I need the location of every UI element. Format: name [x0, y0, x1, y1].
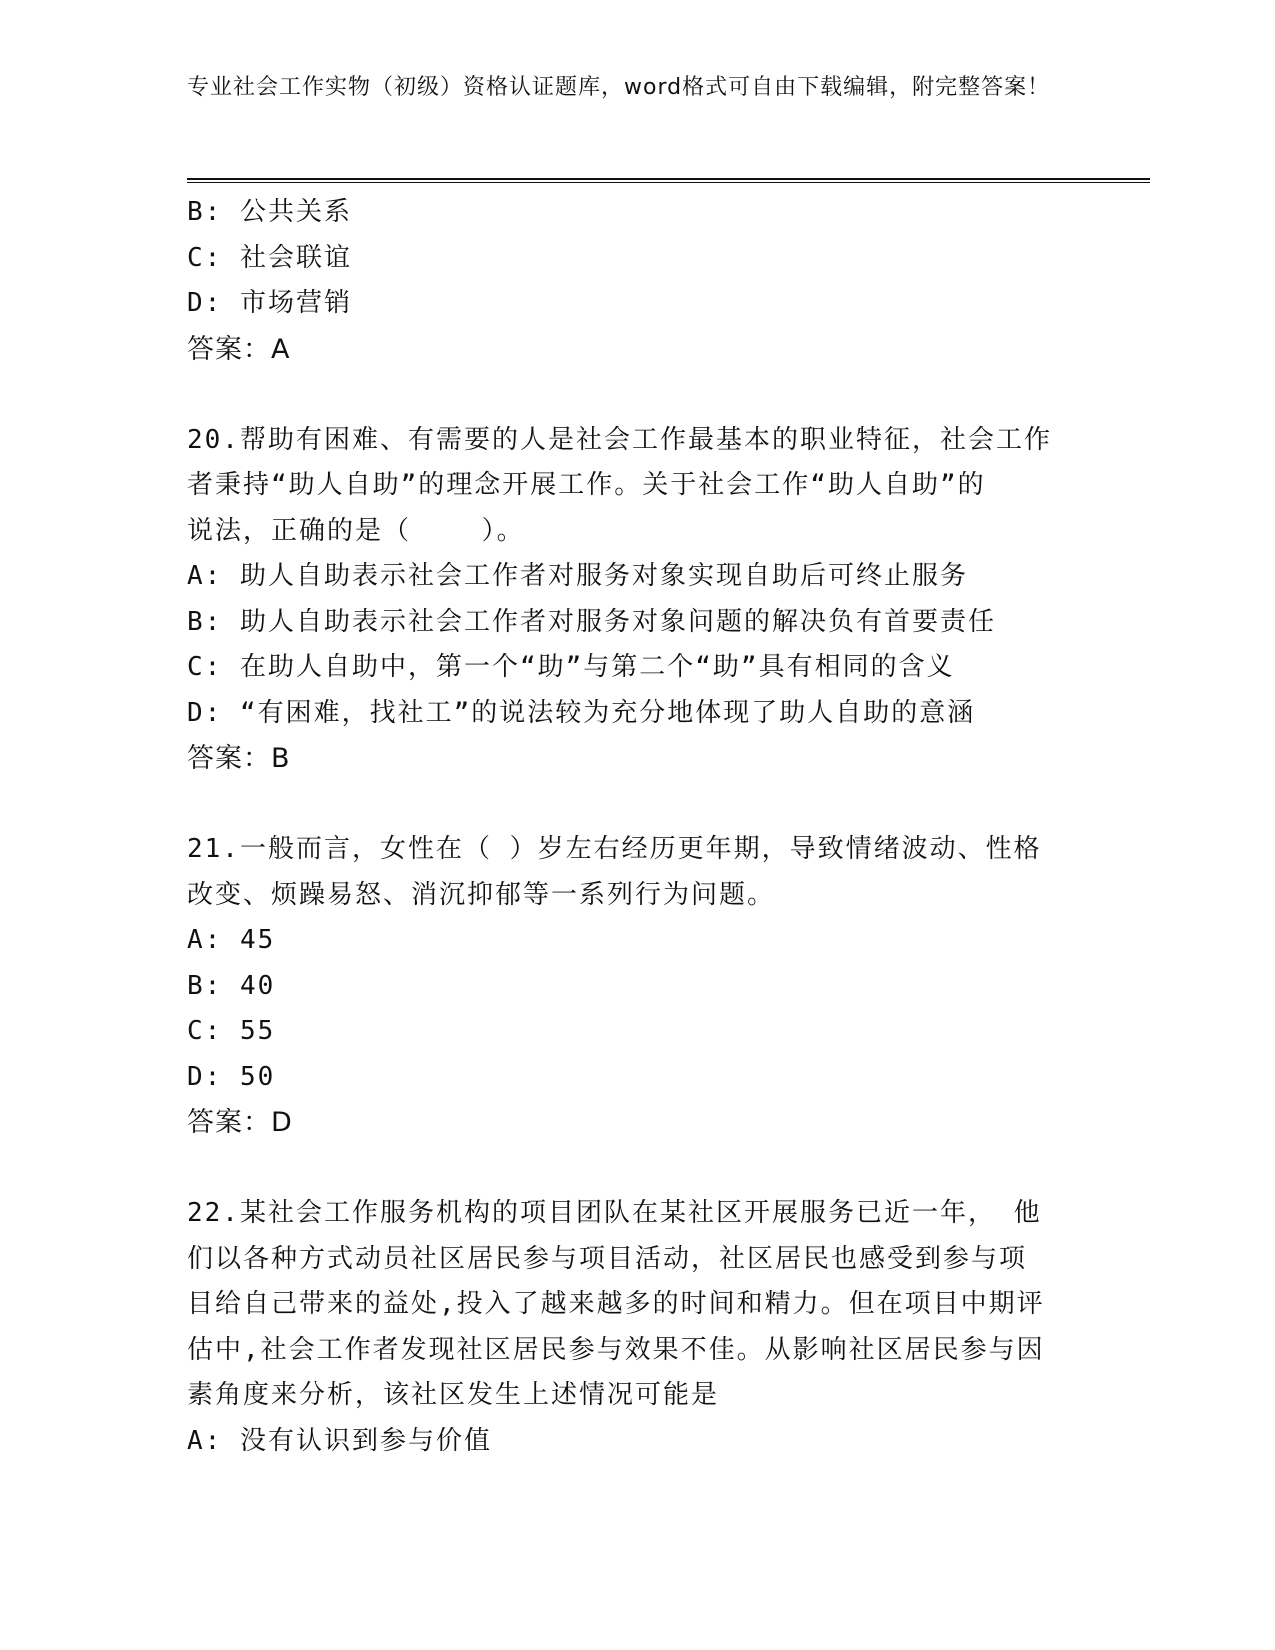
option-c: C: 在助人自助中，第一个“助”与第二个“助”具有相同的含义: [187, 652, 955, 682]
answer: 答案：A: [187, 333, 291, 365]
previous-question-tail: [187, 190, 1087, 372]
option-d: D: 市场营销: [187, 288, 352, 318]
question-text: 说法，正确的是（ ）。: [187, 515, 525, 546]
answer: 答案：B: [187, 743, 291, 774]
option-c: C: 55: [187, 1016, 276, 1046]
question-text: 目给自己带来的益处,投入了越来越多的时间和精力。但在项目中期评: [187, 1289, 1045, 1319]
option-a: A: 助人自助表示社会工作者对服务对象实现自助后可终止服务: [187, 561, 968, 591]
question-text: 20.帮助有困难、有需要的人是社会工作最基本的职业特征，社会工作: [187, 424, 1052, 455]
option-c: C: 社会联谊: [187, 242, 352, 273]
question-content: [187, 190, 1087, 1464]
question-21: [187, 827, 1087, 1146]
option-b: B: 公共关系: [187, 197, 352, 227]
question-text: 素角度来分析，该社区发生上述情况可能是: [187, 1380, 720, 1410]
page-header: 专业社会工作实物（初级）资格认证题库，word格式可自由下载编辑，附完整答案！: [187, 75, 1051, 100]
question-text: 们以各种方式动员社区居民参与项目活动，社区居民也感受到参与项: [187, 1243, 1028, 1274]
option-b: B: 助人自助表示社会工作者对服务对象问题的解决负有首要责任: [187, 606, 996, 637]
header-rule-thin: [187, 182, 1150, 183]
question-text: 估中,社会工作者发现社区居民参与效果不佳。从影响社区居民参与因: [187, 1334, 1045, 1365]
question-text: 22.某社会工作服务机构的项目团队在某社区开展服务已近一年， 他: [187, 1198, 1042, 1228]
option-d: D: “有困难，找社工”的说法较为充分地体现了助人自助的意涵: [187, 697, 976, 728]
option-a: A: 没有认识到参与价值: [187, 1425, 492, 1456]
question-20: [187, 418, 1087, 782]
option-d: D: 50: [187, 1061, 276, 1092]
option-a: A: 45: [187, 925, 276, 955]
question-22: [187, 1191, 1087, 1464]
option-b: B: 40: [187, 970, 276, 1001]
question-text: 者秉持“助人自助”的理念开展工作。关于社会工作“助人自助”的: [187, 470, 986, 500]
question-text: 21.一般而言，女性在（ ）岁左右经历更年期，导致情绪波动、性格: [187, 834, 1042, 864]
answer: 答案：D: [187, 1107, 293, 1138]
header-rule-thick: [187, 178, 1150, 180]
question-text: 改变、烦躁易怒、消沉抑郁等一系列行为问题。: [187, 879, 776, 910]
